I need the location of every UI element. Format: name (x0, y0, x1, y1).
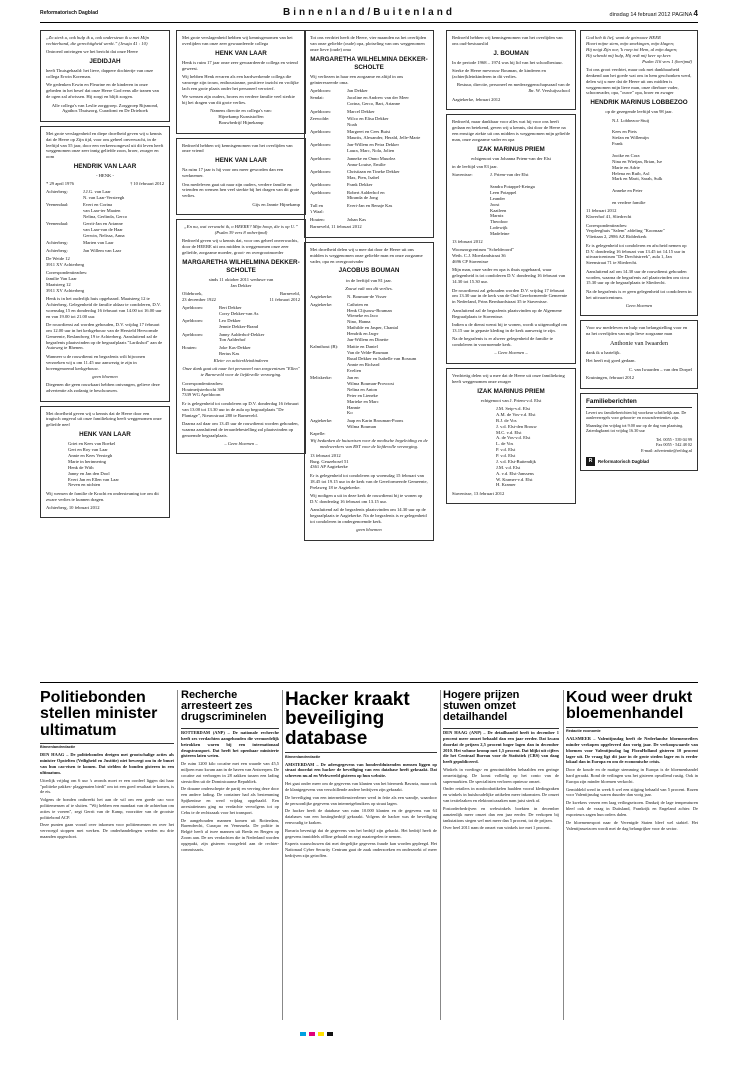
notice-column-3 (304, 30, 434, 545)
article-headline[interactable]: Recherche arresteert zes drugscriminelen (181, 689, 267, 724)
notice-quote-ref: (Psalm 39 vers 8 onberijmd) (214, 229, 268, 235)
family-names: Marten van Laar (83, 240, 114, 246)
info-box-body: Levert uw familieberichten bij voorkeur schriftelijk aan. De aanleverregels voor geboorte- en rouwadvertenties zijn. (586, 409, 687, 421)
family-place: Houten: (310, 216, 325, 222)
notice-place-date: Achterberg, 10 februari 2012 (46, 505, 100, 511)
family-place: Apeldoorn: (310, 87, 331, 93)
family-names: Janneke en Onno Muurlez Anna-Louise, Emilie (347, 155, 396, 167)
page-number: 4 (693, 9, 698, 18)
rd-logo-text: Reformatorisch Dagblad (598, 458, 649, 464)
article-paragraph: De bloemenexport naar de Verenigde Staten bleef wel stabiel. Het Valentijnsseizoen wordt met de dag belangrijker voor de sector. (566, 819, 698, 831)
family-row (310, 294, 428, 300)
article-paragraph: Het gaat onder meer om de gegevens van klanten van het biermerk Bavaria, maar ook de klantgegevens van verschillende andere bedrijven zijn gekraakt. (285, 781, 437, 792)
notice-body: Er is gelegenheid tot condoleren en afscheid nemen op D.V. donderdag 16 februari van 13.45 tot 14.15 uur in uitvaartcentrum "De Drechtstreek", aula 1, Jan Steenstraat 71 te Sliedrecht. (586, 242, 687, 266)
notice-column-4 (446, 30, 576, 508)
article-politiebonden (40, 690, 174, 842)
page-header (0, 0, 738, 30)
spouse-line: echtgenoot van J. Priem-v.d. Elst (480, 397, 542, 403)
deceased-name: Anthonie van Iwaarden (609, 340, 669, 348)
notice-thanks: Wij bedanken de huisartsen voor de medische begeleiding en de medewerkers van RST voor de liefdevolle verzorging. (310, 438, 428, 450)
notice-body: We wensen zijn ouders, broers en verdere familie veel sterkte bij het dragen van dit grote verlies. (182, 94, 295, 106)
no-flowers-note: geen bloemen (356, 527, 382, 533)
notice-intro: Bedroefd hebben wij kennisgenomen van het overlijden van ons oud-bestuurslid (452, 35, 563, 46)
notice-body: Henk is in het ouderlijk huis opgebaard. Maatsteeg 12 te Achterberg. Gelegenheid de familie aldaar te condoleren, D.V. woensdag 15 en donderdag 16 februari van 14.00 tot 16.00 uur en van 19.00 tot 21.00 uur. (46, 295, 162, 319)
notice-body: Wij hebben Henk ervaren als een hardwerkende collega die vanwege zijn trouw, enthousiasme, positieve inzicht en vrolijke lach een grote plaats onder het personeel verwierf. (182, 74, 299, 91)
family-names: Jan Dekker (347, 87, 368, 93)
notice-body: In de periode 1968 – 1974 was hij lid van het schoolbestuur. (452, 59, 563, 65)
column-divider (177, 690, 178, 1020)
correspondence-address: Correspondentieadres: Verpleeghuis "Salem" afdeling "Koornaar" Vliettaan 2, 2986 AZ Ridderkerk (586, 222, 665, 240)
correspondence-label: Correspondentieadres: (182, 380, 224, 386)
life-places (182, 291, 300, 303)
notice-intro: Bedroefd geven wij u kennis dat, voor ons geheel onverwachts, door de HEERE uit ons midden is weggenomen onze zeer geliefde, zorgzame moeder, groot- en overgrootmoeder (182, 238, 299, 256)
notice-body: Er is gelegenheid tot condoleren op woensdag 15 februari van 18.45 tot 19.15 uur in de kerk van de Gereformeerde Gemeente, Prelaweg 18 te Aagtekerke. (310, 472, 428, 490)
deceased-name: MARGARETHA WILHELMINA DEKKER-SCHOLTE (310, 55, 428, 71)
color-swatch (318, 1032, 324, 1036)
family-names: Wilco en Elisa Dekker Noah (347, 115, 389, 127)
family-names: Robert Aalderhof en Miranda de Jong (347, 189, 385, 201)
family-names: Frank Dekker (347, 182, 373, 188)
article-lead: ROTTERDAM (ANP) – De nationale recherche heeft zes verdachten aangehouden die vermoedelijk betrokken waren bij een internationaal drugstransport. Dat heeft het openbaar ministerie gisteren laten weten. (181, 728, 279, 760)
family-place: Stavenisse: (452, 172, 473, 178)
rd-logo-icon: R (586, 457, 595, 466)
notice-hijnekamp-colleague (176, 30, 306, 134)
notice-henk-van-laar-family (40, 406, 170, 519)
family-place: Apeldoorn: (310, 142, 331, 148)
notice-body: heeft Thuisgehaald: het lieve, dappere dochtertje van onze collega Erwin Koreman. (46, 68, 154, 80)
family-row (310, 203, 428, 215)
family-row (310, 302, 428, 343)
family-place: Aagtekerke: (310, 301, 333, 307)
issue-date: dinsdag 14 februari 2012 (609, 12, 671, 18)
deceased-name: IZAK MARINUS PRIEM (477, 387, 545, 395)
family-place: Apeldoorn: (182, 318, 203, 324)
family-row (310, 190, 428, 202)
article-paragraph: Over heel 2011 nam de omzet van winkels toe met 1 procent. (443, 825, 551, 831)
notice-intro: Tot ons groot verdriet, maar ook met dankbaarheid denkend aan het goede wat ons in hem geschonken werd, delen wij u mee dat de Heere uit ons midden is weggenomen mijn lieve man, onze dierbare vader, schoonvader, opa, "ouwe" opa, broer en zwager (586, 66, 692, 96)
notice-dekker-scholte (176, 219, 306, 454)
family-row (46, 221, 164, 239)
family-row (182, 318, 300, 330)
no-flowers-note: Geen bloemen (625, 303, 653, 309)
family-place: Aagtekerke: (310, 417, 333, 423)
family-place: Achterberg: (46, 247, 68, 253)
family-names: Jan-Willem en Petra Dekker Laura, Marc, Nola, Jolien (347, 142, 399, 154)
notice-intro: Met grote verslagenheid en diepe droefheid geven wij u kennis dat de Heere op Zijn tijd, voor ons geheel onverwacht, in de leeftijd van 55 jaar, door een verkeersongeval uit dit leven heeft weggenomen onze zeer innig geliefde zoon, broer, zwager en oom (46, 130, 164, 160)
family-place: Kapelle: (310, 431, 326, 437)
column-divider (282, 690, 283, 1020)
family-names: Margreet en Cees Buist Maurits, Alexander, Herald, Jelle-Marie (347, 129, 421, 141)
color-swatch (309, 1032, 315, 1036)
familieberichten-info-box (580, 393, 698, 472)
notice-intro: Met droefheid geven wij u kennis dat de Heere door een tragisch ongeval uit onze familiekring heeft weggenomen onze geliefde neef (46, 410, 162, 428)
notice-intro: Met grote verslagenheid hebben wij kennisgenomen van het overlijden van onze zeer gewaardeerde collega (182, 35, 293, 46)
notice-signature: Gijs en Jannie Hijnekamp (252, 201, 300, 207)
family-names: J.J.G. van Laar N. van Laar-Versteegh (83, 188, 125, 200)
info-box-deadline: Maandag t/m vrijdag tot 9.00 uur op de dag van plaatsing. Zaterdagkrant tot vrijdag 16.30 uur (586, 422, 684, 434)
notice-signature: Bestuur, directie, personeel en medezeggenschapsraad van de Jhr. W. Versluijsschool (456, 82, 570, 94)
family-names: Jaap en Karin Brouman-Poons Wilma Bouman (347, 417, 404, 429)
notice-intro: Ontroerd ontvingen we het bericht dat onze Heere (46, 49, 138, 55)
info-box-contact (586, 437, 692, 453)
family-place: Aagtekerke: (310, 294, 333, 300)
family-row (182, 345, 300, 357)
column-divider (440, 690, 441, 1020)
notice-body: Wij wensen de familie de Kracht en ondersteuning toe om dit zware verlies te kunnen dragen. (46, 490, 159, 502)
family-row (310, 129, 428, 141)
relatives-list: J.M. Seip-v.d. Elst A.M. de Vos-v.d. Elst B.J. de Vos J. v.d. Elst-den Brouw M.C. v.d. Elst A. de Vos-v.d. Elst L. de Vos P. v.d. Elst P. v.d. Elst J. v.d. Elst-Buitendijk J.M. v.d. Elst A. v.d. Elst-Janssens W. Kramer-v.d. Elst H. Kramer (496, 406, 537, 488)
notice-date-address: 11 februari 2012 Klaverhof 41, Sliedrecht (586, 208, 632, 220)
article-paragraph: De douane onderschepte de partij en verving deze door een andere lading. De container had als bestemming Spijkenisse en werd vrijdag opgehaald. Een arrestatieteam ging na verdachte vervolgens tot op Cebu te de rechtszaak voor het transport. (181, 786, 279, 815)
family-names: N. Bouman-de Visser (347, 294, 387, 300)
notice-intro: Voor uw medeleven en hulp van belangstelling voor en na het overlijden van mijn lieve zorgzame man (586, 325, 688, 337)
no-flowers-note: – Geen bloemen – (494, 350, 528, 356)
life-dates (46, 181, 164, 187)
deceased-age: op de gezegende leeftijd van 98 jaar. (605, 109, 673, 115)
deceased-name: HENDRIK VAN LAAR (73, 163, 137, 171)
family-place: Apeldoorn: (310, 129, 331, 135)
family-place: Apeldoorn: (310, 155, 331, 161)
widow-of: sinds 11 oktober 2011 weduwe van Jan Dekker (208, 277, 274, 288)
article-hacker (285, 690, 437, 861)
masthead-brand: Reformatorisch Dagblad (40, 10, 99, 16)
notice-body: Mijn man, onze vader en opa is thuis opgebaard, waar gelegenheid is tot condoleren D.V. donderdag 16 februari van 14.30 tot 15.30 uur. (452, 267, 566, 285)
family-names: Mattie en Daniel Van de Velde-Bouman Ruud Dekker en Isabelle van Rossum Annie en Richard Evelien (347, 344, 417, 373)
article-paragraph: Uiterlijk vrijdag om 6 uur 's avonds moet er een oordeel liggen dat haar "politieke pakkes- plaggenaten biedt" om tot een goed resultaat te komen, is de eis. (40, 777, 174, 795)
family-names: Jacoline en Andrew van der Meer Corina, Gerco, Bart, Arianne (347, 95, 409, 107)
birth-date: * 29 april 1976 (46, 181, 74, 187)
notice-body: Het heeft mij goed gedaan. (586, 358, 636, 364)
article-paragraph: Gemiddeld werd in week 6 wel een stijging behaald van 5 procent. Rozen voor Valentijnsdag waren duurder dan vorig jaar. (566, 786, 698, 798)
notice-quote: God heb ik lief, want de getrouwe HEER Hoort mijne stem, mijn smekingen, mijn klagen; Hij neigt Zijn oor, 'k roep tot Hem, al mijn dagen; Hij schenkt mij hulp, Hij redt mij keer op keer. (586, 35, 678, 58)
notice-quote-ref: Psalm 116 vers 1 (berijmd) (642, 58, 692, 64)
news-section-rule (40, 682, 698, 683)
notice-body: Daarna zal daar om 13.45 uur de rouwdienst worden gehouden, waarna aansluitend de teraardebestelling zal plaatsvinden op genoemde begraafplaats. (182, 420, 299, 438)
notice-body: We gedenken Erwin en Fleurine en de kinderen in onze gebeden in het besef dat onze Heere God eens alle tranen van de ogen zal afwissen. Hij zorgt en blijft zorgen. (46, 82, 159, 100)
family-names: Leo Dekker Jennie Dekker-Brand (219, 318, 259, 330)
notice-place-date: Aagtekerke, februari 2012 (452, 96, 501, 102)
family-names: Joke Kas-Dekker Bertus Kas (219, 344, 251, 356)
notice-body: Er is gelegenheid tot condoleren op D.V. donderdag 16 februari van 13.00 tot 13.30 uur in de aula op begraafplaats "De Plantage", Nieuwstraat 280 te Barneveld. (182, 400, 299, 418)
color-swatch (327, 1032, 333, 1036)
email-address[interactable]: E-mail: advertentie@refdag.nl (640, 447, 692, 453)
header-rule (40, 22, 698, 23)
home-address: De Weide 12 3911 XV Achterberg (46, 255, 85, 267)
notice-body: Diegenen die geen rouwkaart hebben ontvangen, gelieve deze advertentie als zodanig te beschouwen. (46, 382, 160, 394)
article-paragraph: De kwekers vrezen een laag veilingseizoen. Dankzij de lage temperaturen bleef ook de vraag in Duitsland, Frankrijk en Engeland achter. De exporteurs zagen hun orders dalen. (566, 800, 698, 817)
family-row (310, 418, 428, 430)
article-paragraph: De aangehouden mannen komen uit Rotterdam, Barendrecht, Curaçao en Venezuela. De politie in België heeft al twee mannen uit Breda en Bergen op Zoom aan. De zes verdachten die in Nederland worden opgepakt, zijn gisteren voorgeleid aan de rechter-commissaris. (181, 817, 279, 852)
notice-date: 13 februari 2012 (452, 238, 483, 244)
family-place: Zeewolde: (310, 115, 330, 121)
notice-van-iwaarden-thanks (580, 320, 698, 388)
article-headline[interactable]: Politiebonden stellen minister ultimatum (40, 689, 158, 739)
correspondence-label: Correspondentieadres: (46, 269, 88, 275)
relatives-list: N.J. Lobbezoo-Stuij Kees en Piets Stefan en Willemijn Frank Jooike en Cora Nina en Wietjan, Brian, Ise Marie en Adrie Helena en Ruib, Axl Mark en Marit, Sarah, Sulk Anneke en Peter en verdere familie (612, 117, 663, 205)
family-row (310, 217, 428, 223)
article-paragraph: Experts waarschuwen dat met dergelijke gegevens fraude kan worden gepleegd. Het Nationaal Cyber Security Centrum gaat de zaak onderzoeken en onderzoekt of meer bedrijven zijn getroffen. (285, 841, 437, 858)
family-names: J. Priem-van der Elst Sandra Potappel-Keinga Leen Potappel Leander Joost Kaatleen Marnix Theodoor Lodewijk Madeleine (490, 172, 535, 237)
notice-jedidjah (40, 30, 170, 122)
notice-body: Wanneer u de rouwdienst en begrafenis wilt bijwonen verzoeken wij u om 11.45 uur aanwezig te zijn in bovengenoemd kerkgebouw. (46, 353, 146, 371)
notice-place-date: Barneveld, 11 februari 2012 (310, 224, 362, 230)
notice-body: Sterke de Heere mevrouw Bouman, de kinderen en (achter)kleinkinderen in dit verlies. (452, 68, 546, 80)
notice-body: Na de begrafenis is er geen gelegenheid tot condoleren in het uitvaartcentrum. (586, 288, 692, 300)
notice-body: Henk is ruim 17 jaar onze zeer gewaardeerde collega en vriend geweest. (182, 59, 298, 71)
no-flowers-note: geen bloemen (92, 373, 118, 379)
grandchildren-line: Klein- en achterkleinkinderen (213, 358, 269, 364)
deceased-name: JEDIDJAH (89, 58, 121, 66)
family-list (310, 294, 428, 437)
deceased-name: IZAK MARINUS PRIEM (477, 145, 545, 153)
family-place: Kalmthout (B): (310, 344, 339, 350)
notice-body: Indien u de dienst wenst bij te wonen, wordt u uitgenodigd om 13.15 uur in gepaste kleding in de kerk aanwezig te zijn. (452, 321, 568, 333)
birth-place-date: Oldebroek, 23 december 1922 (182, 291, 216, 303)
notice-body: Ons medeleven gaat uit naar zijn ouders, verdere familie en vrienden en wensen hen veel sterkte bij het dragen van dit grote verlies. (182, 181, 300, 199)
notice-school-bouman (446, 30, 576, 110)
article-lead: AALSMEER – Valentijnsdag heeft de Nederlandse bloemenveilers minder verkopen opgeleverd dan vorig jaar. De verkoopwaarde van bloemen voor Valentijnsdag lag FloraHolland gisteren 10 procent lager uit. De vraag ligt dit jaar in de grote steden lager en is eerder lokaal dan in Europa en om de economische crisis. (566, 736, 698, 765)
family-list-2 (310, 203, 428, 222)
family-place: Houten: (182, 344, 197, 350)
article-lead: AMSTERDAM – De adresgegevens van honderdduizenden mensen liggen op straat doordat een hacker de beveiliging van een database heeft gekraakt. Dat schreven nu.nl en Webwereld gisteren op hun website. (285, 761, 437, 779)
notice-column-5 (580, 30, 698, 471)
article-paragraph: De beveiliging van een internetdienstverlener werd in feite als een wandje, waardoor de persoonlijke gegevens van internetgebruikers op straat lagen. (285, 794, 437, 806)
correspondence-address: familie Van Laar Maatsteeg 12 3911 XV Achterberg (46, 275, 85, 293)
family-row (310, 375, 428, 416)
article-paragraph: Door de koude en de matige stemming in Europa is de bloemenhandel hard geraakt. Rond de veilingen was het gisteren opvallend rustig. Ook in Europa zijn minder bloemen verkocht. (566, 767, 698, 784)
family-row (182, 305, 300, 317)
notice-intro: Tot ons verdriet heeft de Heere, vier maanden na het overlijden van onze geliefde (oude) opa, plotseling van ons weggenomen onze lieve (oude) oma (310, 35, 427, 52)
notice-column-2 (176, 30, 306, 458)
fax-number: Fax 0055 - 542 48 02 (656, 442, 692, 448)
date-line (610, 9, 698, 18)
notice-column-1 (40, 30, 170, 522)
deceased-name: J. BOUMAN (493, 49, 529, 57)
family-place: Tull en 't Waal: (310, 203, 324, 215)
family-row (310, 431, 428, 437)
no-flowers-note: – Geen bloemen – (224, 441, 258, 447)
notice-intro: Verdrietig delen wij u mee dat de Heere uit onze familiekring heeft weggenomen onze zwager (452, 372, 565, 384)
relatives-list: Griet en Kees van Boekel Gert en Roy van Laar Annie en Kees Verstegh Marie in herinnering Henk de With Janny en Jan den Dool Evert Jan en Ellen van Laar Neven en nichten (68, 441, 119, 488)
section-title: Binnenland/Buitenland (283, 7, 455, 18)
article-byline: Binnenlandredactie (285, 752, 437, 760)
deceased-name: HENK VAN LAAR (215, 49, 267, 57)
family-names: Cathrien en Henk Clijsouw-Bouman Wieneke en Jaco Nino, Hanna Mathilde en Jasper, Chantal Hendrik en Jaqyr Jan-Willem en Dinette (347, 301, 399, 342)
deceased-age: in de leeftijd van 81 jaar. (346, 277, 392, 283)
notice-intro: Met droefheid delen wij u mee dat door de Heere uit ons midden is weggenomen onze geliefde man en onze zorgzame vader, opa en overgrootvader (310, 246, 423, 264)
article-lead: DEN HAAG (ANP) – De detailhandel heeft in december 1 procent meer omzet behaald dan een jaar eerder. Dat kwam doordat de prijzen 2,5 procent hoger lagen dan in december 2010. Het volume kromp met 1,5 procent. Dat blijkt uit cijfers die het Centraal Bureau voor de Statistiek (CBS) van daag heeft gepubliceerd. (443, 728, 559, 765)
notice-izak-priem (446, 114, 576, 364)
print-color-bar (300, 1032, 333, 1036)
family-row (310, 109, 428, 115)
notice-date-address: 13 februari 2012 Burg. Geuzebosel 51 4361 AP Aagtekerke (310, 452, 349, 470)
column-divider (563, 690, 564, 1020)
family-place: Apeldoorn: (310, 182, 331, 188)
family-place: Meliskerke: (310, 375, 332, 381)
deceased-name: MARGARETHA WILHELMINA DEKKER-SCHOLTE (182, 258, 300, 275)
family-names: Marcel Dekker (347, 108, 375, 114)
notice-place-date: Kruiningen, februari 2012 (586, 375, 635, 381)
notice-signature: C. van Iwaarden – van den Dorpel (628, 366, 692, 372)
article-paragraph: De hacker heeft de database van ruim 10.000 klanten en de gegevens van 64 databases van een hostingbedrijf gekraakt. Volgens de hacker was de beveiliging eenvoudig te kraken. (285, 808, 437, 825)
family-list (46, 189, 164, 254)
notice-body: Wij verliezen in haar een zorgzame en altijd in ons geïnteresseerde oma. (310, 73, 404, 85)
correspondence-address: Houtmeijsterbocht 309 7339 WG Apeldoorn (182, 386, 225, 398)
notice-body: Wij nodigen u uit in deze kerk de rouwdienst bij te wonen op D.V. donderdag 16 februari om 13.15 uur. (310, 492, 423, 504)
deceased-name: HENK VAN LAAR (215, 157, 267, 165)
family-names: Jan en Wilma Bouman-Provoost Nelina en Anton Peter en Lieneke Marieke en Marc Hannie Ko (347, 375, 394, 416)
notice-thanks: dank ik u hartelijk. (586, 350, 621, 356)
family-row (46, 202, 164, 220)
notice-signature: Alle collega's van Leslie zorggroep. Zorggroep Rijsmond, Agathos Thuiszorg, Curadomi en De Driehoek (51, 102, 159, 114)
article-paragraph: Postorderbedrijven en webwinkels boekten in december aanzienlijk meer omzet dan een jaar eerder. De verkopen bij tankstations stegen wel met meer dan 5 procent, tot de prijzen. (443, 805, 559, 823)
spouse-line: echtgenoot van Johanna Priem-van der Elst (471, 155, 551, 161)
notice-oma-dekker (304, 30, 434, 238)
family-names: Jan Willem van Laar (83, 247, 122, 253)
family-row (310, 116, 428, 128)
family-place: Achterberg: (46, 188, 68, 194)
page-label: PAGINA (671, 12, 693, 18)
article-lead: DEN HAAG – De politiebonden dreigen met grootschalige acties als minister Opstelten (Veiligheid en Justitie) niet beweegt om in de buurt van hun cao-eisen te komen. Dat stelden de bonden gisteren in een ultimatum. (40, 752, 174, 775)
notice-hijnekamp-friend (176, 138, 306, 216)
family-row (46, 248, 164, 254)
family-list (182, 305, 300, 357)
home-address: Woonzorgcentrum "Scheldeoord" Weth. C.J. Moerlandstraat 36 4696 CP Stavenisse (452, 247, 514, 265)
family-place: Apeldoorn: (182, 331, 203, 337)
article-paragraph: Bavaria bevestigt dat de gegevens van het bedrijf zijn gehackt. Het bedrijf heeft de gegevens inmiddels offline gehaald en zegt maatregelen te nemen. (285, 827, 437, 839)
notice-intro: Bedroefd, maar dankbaar voor alles wat hij voor ons heeft gedaan en betekend, geven wij u kennis, dat door de Heere na een ernstige ziekte uit ons midden is weggenomen mijn geliefde man, onze zorgzame vader en opa (452, 119, 570, 142)
article-byline: Binnenlandredactie (40, 743, 174, 751)
rd-logo (586, 457, 692, 466)
article-headline[interactable]: Hogere prijzen stuwen omzet detailhandel (443, 689, 520, 724)
notice-body: De rouwdienst zal gehouden worden D.V. vrijdag 17 februari om 13.30 uur in de kerk van de Oud Gereformeerde Gemeente in Nederland, Prins Bernhardstraat 35 te Stavenisse. (452, 287, 568, 305)
notice-signature: Namens directie en collega's van: Hijnekamp Kunststoffen Bouwbedrijf Hijnekamp (210, 108, 272, 126)
family-row (310, 142, 428, 154)
family-row (310, 344, 428, 373)
deceased-age: in de leeftijd van 83 jaar. (452, 163, 498, 169)
article-paragraph: De ruim 1200 kilo cocaïne met een waarde van 45,5 miljoen euro kwam aan in de haven van Antwerpen. De cocaïne zat verborgen in 28 zakken tussen een lading sierstoffen uit de Dominicaanse Republiek. (181, 761, 279, 784)
family-names: Gerrit-Jan en Arianne van Laar-van de Haar Gerwin, Nelissa, Anna (83, 221, 125, 239)
notice-body: Aansluitend zal de begrafenis plaatsvinden op de Algemene Begraafplaats te Stavenisse. (452, 307, 562, 319)
family-row (310, 169, 428, 181)
article-paragraph: Volgens de bonden ontbreekt het aan de wil om een goede cao voor politiemensen af te sluiten. "Wij hebben een mandaat van de achterban om acties te voeren", zegt Gerrit van de Kamp, voorzitter van de grootste politiebond ACP. (40, 797, 174, 820)
family-list (310, 88, 428, 201)
notice-quote: „Zo sterk u, ook hulp ik u, ook ondersteun ik u met Mijn rechterhand, die gerechtigheid werkt.” (Jesaja 41 : 10) (46, 35, 150, 46)
article-bloemenhandel (566, 690, 698, 833)
notice-intro: Bedroefd hebben wij kennisgenomen van het overlijden van onze vriend (182, 142, 293, 154)
family-names: Bert Dekker Corry Dekker-van As (219, 305, 259, 316)
notice-quote: Zouwt valt ons dit verlies. (345, 285, 393, 291)
notice-body: Aansluitend zal de begrafenis plaatsvinden om 14.30 uur op de begraafplaats te Aagtekerke. Na de begrafenis is er gelegenheid tot condoleren in ondergenoemde kerk. (310, 507, 427, 524)
family-row (310, 95, 428, 107)
article-paragraph: Onder retailers in nonfoodartikelen haalden vooral kledingzaken en winkels in huishoudelijke artikelen meer inkomsten. De omzet van textielzaken en elektronicazaken nam juist sterk af. (443, 786, 559, 804)
family-row (310, 88, 428, 94)
notice-body: Aansluitend zal om 14.30 uur de rouwdienst gehouden worden, waarna de begrafenis zal plaatsvinden om circa 15.30 uur op de begraafplaats te Sliedrecht. (586, 268, 690, 286)
notice-priem-family (446, 368, 576, 504)
family-names: Evert-Jan en Renaje Kas (347, 203, 393, 209)
notice-jacobus-bouman (304, 242, 434, 541)
deceased-name: JACOBUS BOUMAN (338, 267, 400, 275)
family-row (46, 240, 164, 246)
family-names: Evert en Corina van Laar-ter Maaten Nelina, Gerlinda, Gerco (83, 202, 128, 219)
family-place: Apeldoorn: (310, 108, 331, 114)
article-byline: Redactie economie (566, 727, 698, 735)
family-place: Achterberg: (46, 240, 68, 246)
deceased-name: HENDRIK MARINUS LOBBEZOO (590, 99, 688, 107)
family-names: Christiaan en Tineke Dekker Max, Pien, Isabel (347, 168, 400, 180)
notice-thanks: Onze dank gaat uit naar het personeel van zorgcentrum "Ellen" te Barneveld voor de liefdevolle verzorging. (182, 366, 300, 378)
notice-place-date: Stavenisse, 13 februari 2012 (452, 490, 505, 496)
family-place: Apeldoorn: (310, 189, 331, 195)
family-names: Johan Kas (347, 216, 367, 222)
color-swatch (300, 1032, 306, 1036)
family-place: Veenendaal: (46, 221, 69, 227)
article-headline[interactable]: Hacker kraakt beveiliging database (285, 689, 410, 749)
article-paragraph: Winkels in voedings- en genotmiddelen behaalden een geringe omzetstijging. De konst volledig op het conto van de supermarkten. De specialisten verloren opnieuw omzet. (443, 767, 559, 784)
family-place: Apeldoorn: (310, 168, 331, 174)
article-headline[interactable]: Koud weer drukt bloemenhandel (566, 689, 693, 723)
article-paragraph: Deze punten gaan vooral over inkomen voor politiemensen en over het vervroegd stoppen met werken. De onderhandelingen werden nu drie maanden opgeschort. (40, 822, 174, 839)
family-place: Sendai: (310, 95, 324, 101)
phone-number: Tel. 0055 - 539 04 99 (656, 436, 692, 442)
deceased-name: HENK VAN LAAR (79, 431, 131, 439)
article-detailhandel (443, 690, 559, 833)
death-place-date: Barneveld, 11 februari 2012 (269, 291, 300, 303)
family-row (310, 156, 428, 168)
notice-body: Na de begrafenis is er alweer gelegenheid de familie te condoleren in voornoemde kerk. (452, 336, 553, 348)
article-recherche (181, 690, 279, 854)
family-block (452, 172, 570, 237)
notice-quote: „En nu, wat verwacht ik, o HEERE? Mijn hoop, die is op U.” (184, 224, 298, 230)
family-row (310, 182, 428, 188)
info-box-title: Familieberichten (586, 398, 692, 408)
deceased-alias: - HENK - (95, 173, 115, 179)
notice-body: De rouwdienst zal worden gehouden, D.V. vrijdag 17 februari om 12.00 uur in het kerkgebouw van de Hersteld Hervormde Gemeente, Beslandweg 19 te Achterberg. Aansluitend zal de begrafenis plaatsvinden op de begraafplaats "Larikshof" aan de Autoweg te Rhenen. (46, 321, 163, 351)
notice-lobbezoo (580, 30, 698, 316)
family-row (182, 332, 300, 344)
family-names: Janny Aalderhof-Dekker Ton Aalderhof (219, 331, 265, 343)
notice-body: Na ruim 17 jaar is hij voor ons meer geworden dan een werknemer. (182, 167, 284, 179)
notice-hendrik-van-laar (40, 126, 170, 402)
death-date: † 10 februari 2012 (129, 181, 164, 187)
family-place: Apeldoorn: (182, 305, 203, 311)
family-place: Veenendaal: (46, 202, 69, 208)
family-row (46, 189, 164, 201)
